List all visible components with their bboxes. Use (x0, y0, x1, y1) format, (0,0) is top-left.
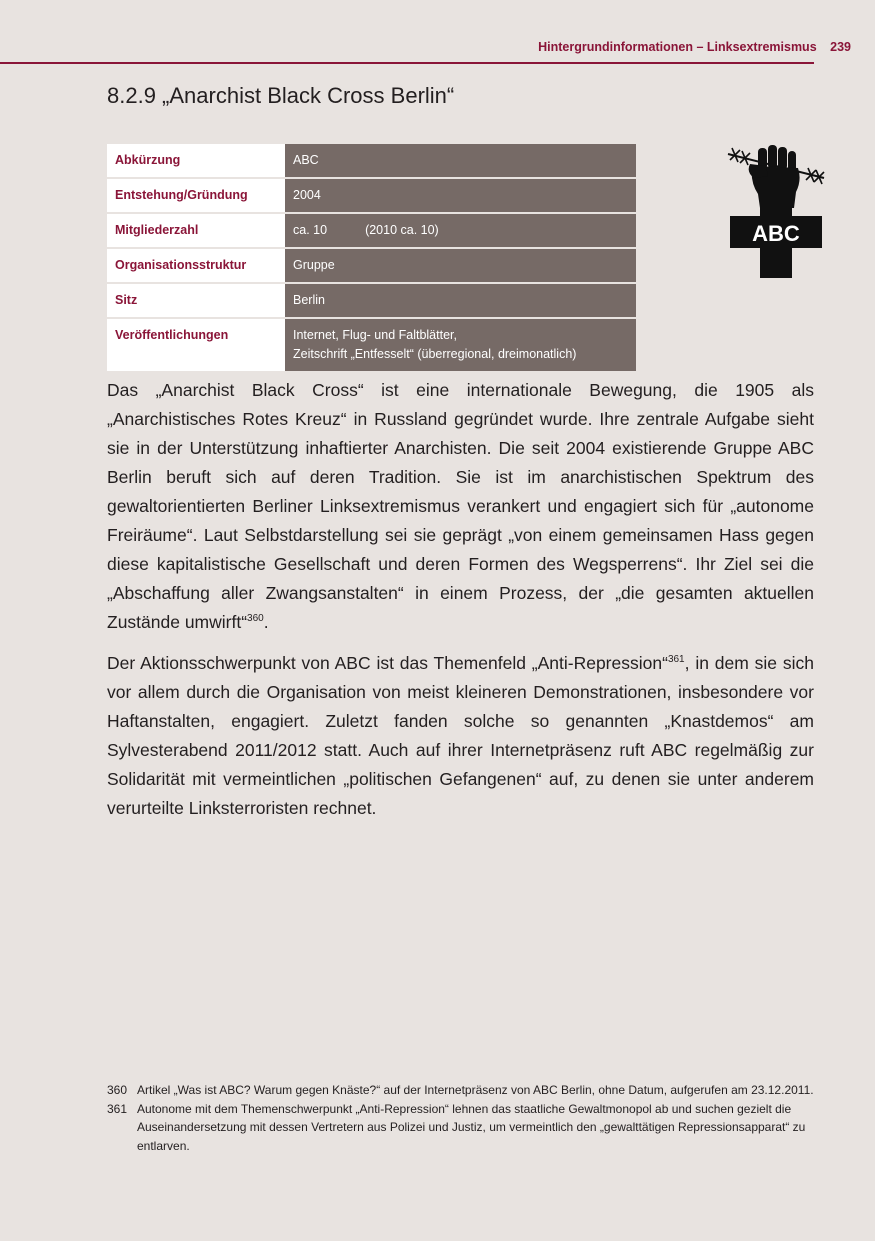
footnote-number: 361 (107, 1101, 128, 1116)
row-label: Sitz (107, 284, 285, 319)
section-title: 8.2.9 „Anarchist Black Cross Berlin“ (107, 83, 455, 108)
footnote-ref-361[interactable]: 361 (667, 654, 685, 666)
footnote-ref-360[interactable]: 360 (247, 613, 264, 625)
footnotes (107, 1081, 814, 1155)
row-label: Mitgliederzahl (107, 214, 285, 249)
info-table (107, 144, 636, 373)
row-label: Abkürzung (107, 144, 285, 179)
table-row (107, 319, 636, 373)
page-number: 239 (830, 40, 851, 54)
paragraph-2-start: Der Aktionsschwerpunkt von ABC ist das Themenfeld „Anti-Repression“ (107, 653, 668, 673)
abc-fist-logo (724, 142, 828, 280)
footnote-text: Artikel „Was ist ABC? Warum gegen Knäste?“ auf der Internetpräsenz von ABC Berlin, ohne Datum, aufgerufen am 23.12.2011. (137, 1083, 814, 1097)
publications-line-1: Internet, Flug- und Faltblätter, (293, 328, 457, 342)
row-label: Organisationsstruktur (107, 249, 285, 284)
footnote-361 (107, 1100, 814, 1156)
row-label: Entstehung/Gründung (107, 179, 285, 214)
logo-text: ABC (752, 221, 800, 246)
table-row (107, 214, 636, 249)
paragraph-2-rest: , in dem sie sich vor allem durch die Organisation von meist kleineren Demonstrationen, insbesondere vor Haftanstalten, engagiert. Zuletzt fanden solche so genannten „Knastdemos“ am Sylvesterabend 2011/2012 statt. Auch auf ihrer Internetpräsenz ruft ABC regelmäßig zur Solidarität mit vermeintlichen „politischen Gefangenen“ auf, zu denen sie unter anderem verurteilte Linksterroristen rechnet. (107, 653, 814, 818)
footnote-text: Autonome mit dem Themenschwerpunkt „Anti-Repression“ lehnen das staatliche Gewaltmonopol ab und suchen gezielt die Auseinandersetzung mit dessen Vertretern aus Polizei und Justiz, um vermeintlich den „gewalttätigen Repressionsapparat“ zu entlarven. (137, 1101, 806, 1153)
paragraph-1 (107, 376, 814, 637)
footnote-number: 360 (107, 1083, 128, 1097)
row-value (285, 319, 636, 373)
row-label: Veröffentlichungen (107, 319, 285, 373)
row-value: 2004 (285, 179, 636, 214)
row-value: ABC (285, 144, 636, 179)
row-value (285, 214, 636, 249)
table-row (107, 249, 636, 284)
row-value: Berlin (285, 284, 636, 319)
member-count-previous: (2010 ca. 10) (365, 223, 439, 237)
member-count: ca. 10 (293, 223, 328, 237)
paragraph-2 (107, 649, 814, 823)
body-text (107, 376, 814, 835)
paragraph-1-end: . (263, 612, 269, 632)
table-row (107, 144, 636, 179)
publications-line-2: Zeitschrift „Entfesselt“ (überregional, dreimonatlich) (293, 347, 577, 361)
running-header (538, 40, 851, 54)
paragraph-1-text: Das „Anarchist Black Cross“ ist eine internationale Bewegung, die 1905 als „Anarchistisches Rotes Kreuz“ in Russland gegründet wurde. Ihre zentrale Aufgabe sieht sie in der Unterstützung inhaftierter Anarchisten. Die seit 2004 existierende Gruppe ABC Berlin beruft sich auf deren Tradition. Sie ist im anarchistischen Spektrum des gewaltorientierten Berliner Linksextremismus verankert und engagiert sich für „autonome Freiräume“. Laut Selbstdarstellung sei sie geprägt „von einem gemeinsamen Hass gegen diese kapitalistische Gesellschaft und deren Formen des Wegsperrens“. Ihr Ziel sei die „Abschaffung aller Zwangsanstalten“ in einem Prozess, der „die gesamten aktuellen Zustände umwirft“ (107, 380, 814, 632)
header-section: Hintergrundinformationen – Linksextremismus (538, 40, 817, 54)
table-row (107, 179, 636, 214)
header-rule (0, 62, 814, 64)
footnote-360 (107, 1081, 814, 1100)
row-value: Gruppe (285, 249, 636, 284)
table-row (107, 284, 636, 319)
fist-icon (749, 145, 800, 208)
